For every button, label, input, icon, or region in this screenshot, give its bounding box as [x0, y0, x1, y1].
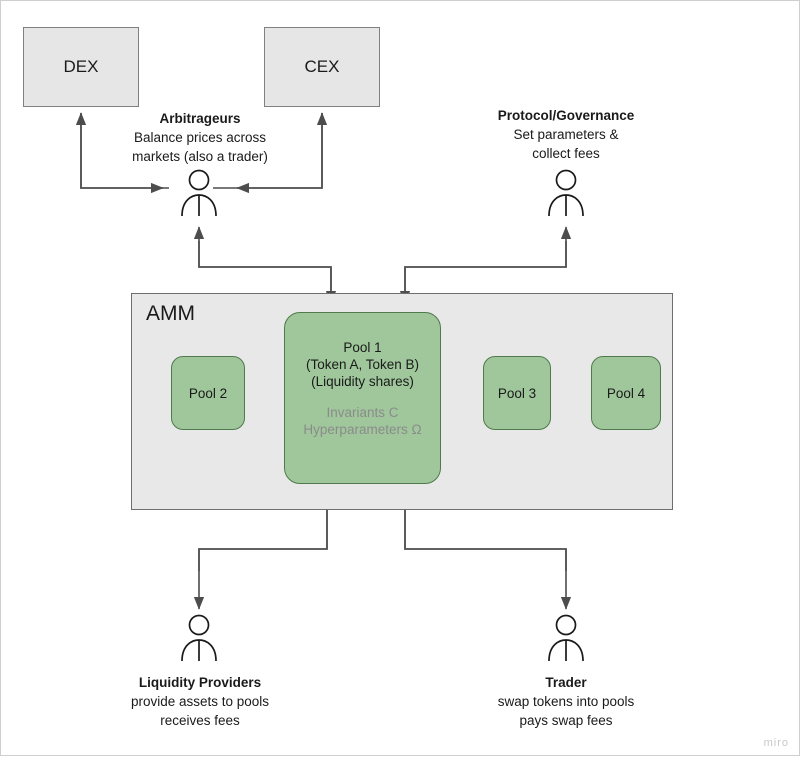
pool-1-hyperparameters: Hyperparameters Ω [303, 422, 422, 437]
exchange-label-cex: CEX [304, 57, 340, 76]
pool-2-label: Pool 2 [188, 385, 228, 401]
pool-3-label: Pool 3 [497, 385, 537, 401]
pool-2-node[interactable] [171, 356, 245, 430]
pool-4-label: Pool 4 [606, 385, 646, 401]
label-liquidity-providers-line-2: receives fees [160, 713, 240, 728]
person-icon-liquidity-providers [176, 614, 222, 662]
label-trader-line-1: swap tokens into pools [497, 694, 635, 709]
label-protocol-governance-title: Protocol/Governance [497, 108, 635, 123]
label-trader [471, 673, 661, 730]
exchange-label-dex: DEX [63, 57, 99, 76]
amm-label: AMM [146, 302, 195, 325]
label-liquidity-providers-line-1: provide assets to pools [130, 694, 270, 709]
exchange-box-cex[interactable] [264, 27, 380, 107]
person-icon-protocol-governance [543, 169, 589, 217]
pool-1-invariants: Invariants C [326, 405, 399, 420]
label-liquidity-providers [105, 673, 295, 730]
miro-watermark: miro [763, 737, 789, 749]
label-trader-line-2: pays swap fees [519, 713, 613, 728]
pool-1-node[interactable] [284, 312, 441, 484]
pool-1-line-1: Pool 1 [343, 340, 382, 355]
pool-1-line-2: (Token A, Token B) [305, 357, 420, 372]
label-arbitrageurs-line-2: markets (also a trader) [132, 149, 268, 164]
label-protocol-governance [471, 106, 661, 163]
person-icon-trader [543, 614, 589, 662]
pool-4-node[interactable] [591, 356, 661, 430]
label-liquidity-providers-title: Liquidity Providers [138, 675, 262, 690]
person-icon-arbitrageurs [176, 169, 222, 217]
pool-3-node[interactable] [483, 356, 551, 430]
label-protocol-governance-line-2: collect fees [532, 146, 600, 161]
pool-1-line-3: (Liquidity shares) [311, 374, 414, 389]
exchange-box-dex[interactable] [23, 27, 139, 107]
label-arbitrageurs [105, 109, 295, 166]
label-arbitrageurs-line-1: Balance prices across [133, 130, 267, 145]
label-arbitrageurs-title: Arbitrageurs [159, 111, 241, 126]
label-protocol-governance-line-1: Set parameters & [513, 127, 619, 142]
label-trader-title: Trader [545, 675, 587, 690]
